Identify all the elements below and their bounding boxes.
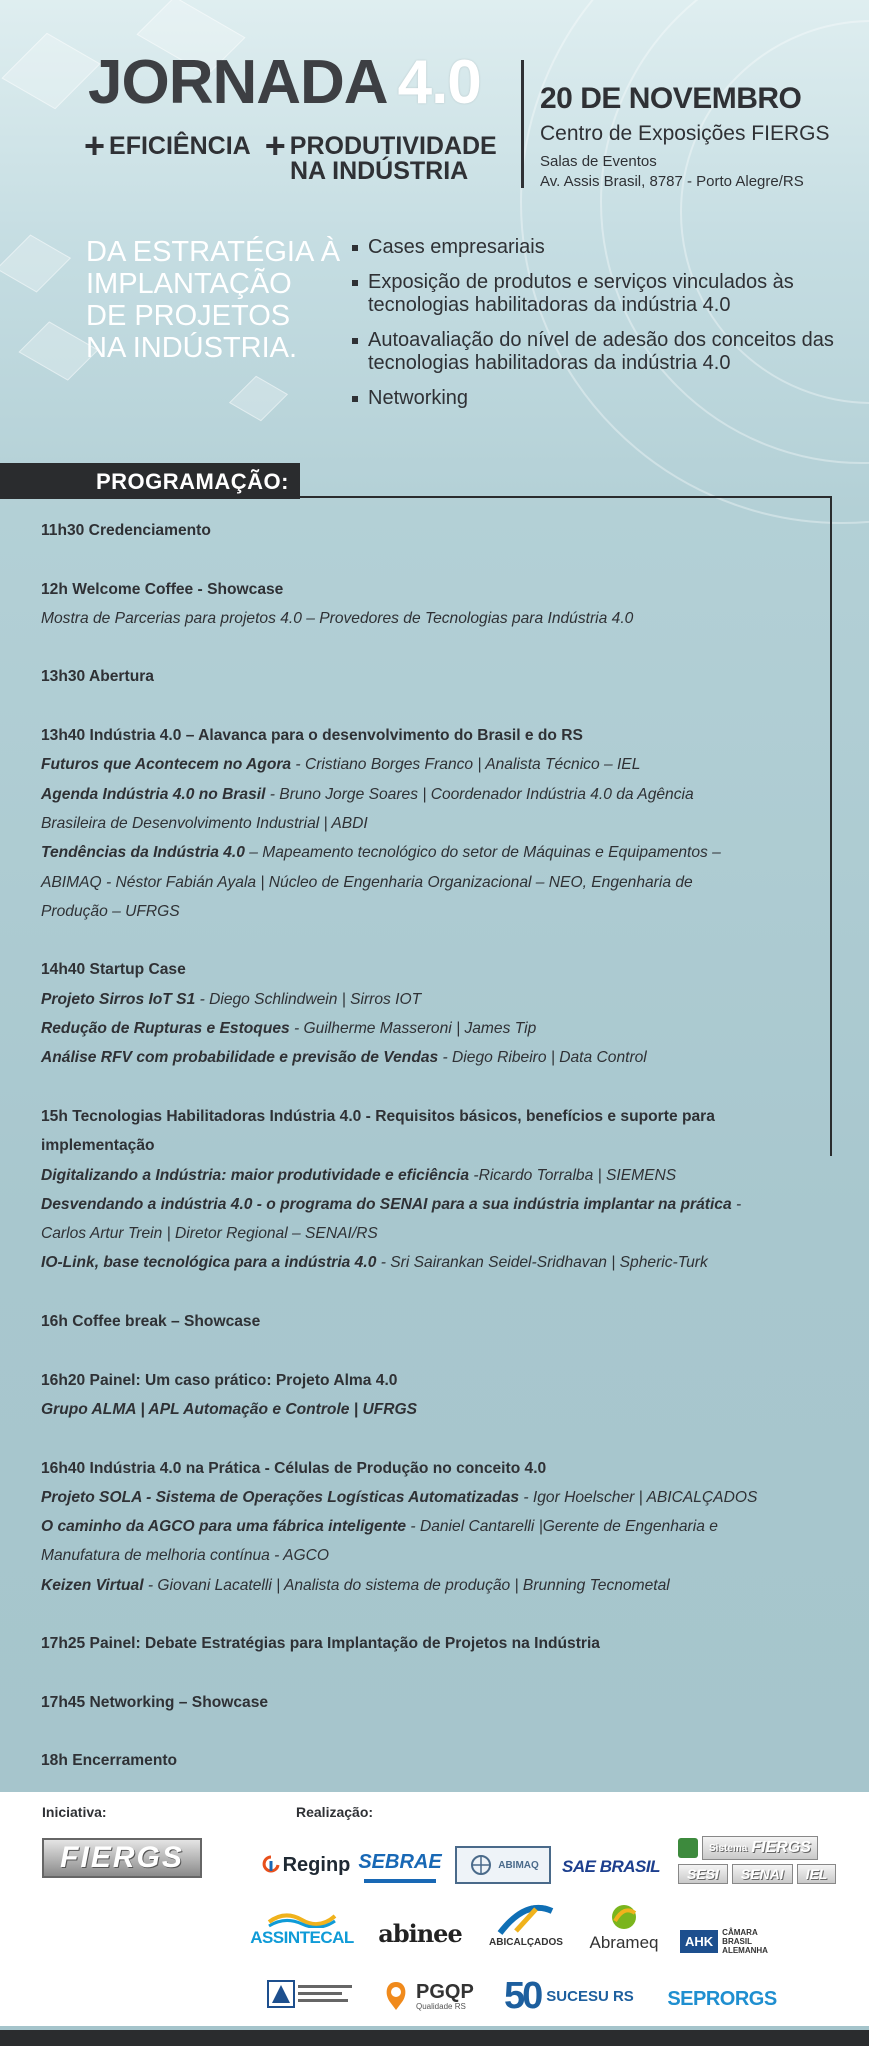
assintecal-wave-icon [267,1908,337,1928]
schedule-line [41,662,801,691]
plus-icon: + [84,125,106,166]
talk-detail: - [731,1195,742,1213]
schedule-heading: 15h Tecnologias Habilitadoras Indústria 4.0 - Requisitos básicos, benefícios e suporte para [41,1107,715,1125]
programacao-title: PROGRAMAÇÃO: [96,469,289,494]
tagline [86,236,346,364]
schedule-line [41,1629,801,1658]
talk-title: Desvendando a indústria 4.0 - o programa do SENAI para a sua indústria implantar na prática [41,1195,732,1213]
schedule-line [41,1366,801,1395]
talk-title: Tendências da Indústria 4.0 [41,844,245,862]
talk-title: O caminho da AGCO para uma fábrica inteligente [41,1518,407,1536]
talk-title: Agenda Indústria 4.0 no Brasil [41,785,266,803]
schedule-spacer [41,692,801,721]
schedule-heading: 17h45 Networking – Showcase [41,1693,269,1711]
talk-title: Digitalizando a Indústria: maior produtividade e eficiência [41,1166,470,1184]
talk-detail: Brasileira de Desenvolvimento Industrial | ABDI [41,814,368,832]
schedule-line [41,604,801,633]
sucesu-logo [504,1974,652,2018]
schedule-line [41,1483,801,1512]
decorative-cube [1,33,100,109]
sistema-row [678,1836,844,1860]
schedule-spacer [41,1600,801,1629]
pgqp-logo [382,1976,486,2016]
schedule-line [41,897,801,926]
schedule-line [41,809,801,838]
schedule-line [41,1102,801,1131]
talk-detail: - Giovani Lacatelli | Analista do sistema de produção | Brunning Tecnometal [143,1576,670,1594]
senai-logo: SENAI [732,1864,793,1884]
sistema-fiergs-text: FIERGS [751,1839,811,1856]
iniciativa-label: Iniciativa: [42,1804,107,1820]
talk-detail: Produção – UFRGS [41,902,180,920]
ahk-box: AHK [680,1930,718,1953]
schedule-line [41,985,801,1014]
highlight-item: Exposição de produtos e serviços vinculados às tecnologias habilitadoras da indústria 4.0 [352,271,852,317]
sucesu-text: SUCESU RS [546,1987,634,2005]
footer-bar [0,2030,869,2046]
talk-detail: -Ricardo Torralba | SIEMENS [469,1166,677,1184]
schedule-heading: 16h40 Indústria 4.0 na Prática - Células de Produção no conceito 4.0 [41,1459,547,1477]
abicalcados-logo [484,1898,568,1952]
schedule-spacer [41,545,801,574]
schedule-line [41,1307,801,1336]
pgqp-icon [382,1980,410,2012]
talk-detail: Carlos Artur Trein | Diretor Regional – SENAI/RS [41,1225,378,1243]
chamber-emblem-icon [266,1977,356,2011]
sistema-fiergs-box [702,1836,818,1860]
reginp-text: Reginp [282,1853,351,1876]
sebrae-text: SEBRAE [358,1850,442,1873]
tagline-line: NA INDÚSTRIA. [86,332,298,364]
tagline-line: DA ESTRATÉGIA À [86,236,341,268]
schedule-heading: 13h30 Abertura [41,668,154,686]
tagline-line: DE PROJETOS [86,300,291,332]
title-version: 4.0 [397,48,481,117]
talk-title: Projeto SOLA - Sistema de Operações Logísticas Automatizadas [41,1488,520,1506]
schedule-line [41,1219,801,1248]
schedule-line [41,1688,801,1717]
talk-detail: - Daniel Cantarelli |Gerente de Engenharia e [406,1518,718,1536]
schedule-line [41,1014,801,1043]
camara-line: CÂMARA [722,1927,758,1937]
tagline-line: IMPLANTAÇÃO [86,268,292,300]
talk-detail: ABIMAQ - Néstor Fabián Ayala | Núcleo de Engenharia Organizacional – NEO, Engenharia de [41,873,693,891]
event-date: 20 DE NOVEMBRO [540,82,802,115]
schedule-line [41,1746,801,1775]
talk-title: Análise RFV com probabilidade e previsão de Vendas [41,1049,439,1067]
subtitle-line-2: NA INDÚSTRIA [290,157,469,185]
camara-line: ALEMANHA [722,1945,768,1955]
schedule-line [41,750,801,779]
schedule-line [41,1512,801,1541]
assintecal-text: ASSINTECAL [250,1928,354,1947]
programacao-frame-right [830,496,832,1156]
fiergs-logo: FIERGS [42,1838,202,1878]
pgqp-subtext: Qualidade RS [416,2001,466,2011]
talk-detail: Manufatura de melhoria contínua - AGCO [41,1547,330,1565]
schedule-heading: 12h Welcome Coffee - Showcase [41,580,284,598]
talk-detail: – Mapeamento tecnológico do setor de Máquinas e Equipamentos – [244,844,721,862]
iel-logo: IEL [797,1864,837,1884]
schedule-line [41,1043,801,1072]
schedule-heading: 17h25 Painel: Debate Estratégias para Implantação de Projetos na Indústria [41,1635,600,1653]
talk-detail: - Igor Hoelscher | ABICALÇADOS [519,1488,758,1506]
talk-detail: - Bruno Jorge Soares | Coordenador Indústria 4.0 da Agência [265,785,694,803]
pgqp-text-group [416,1982,474,2011]
camara-line: BRASIL [722,1936,752,1946]
sistema-sub-row [678,1864,844,1884]
highlight-item: Cases empresariais [352,236,852,259]
talk-title: Projeto Sirros IoT S1 [41,990,196,1008]
abimaq-text: ABIMAQ [498,1859,539,1871]
camara-text [722,1928,768,1955]
schedule-heading: implementação [41,1137,155,1155]
seprorgs-text: SEPRORGS [667,1987,777,2010]
talk-title: Keizen Virtual [41,1576,144,1594]
schedule [41,516,801,1776]
sae-text: SAE BRASIL [562,1857,660,1876]
abicalcados-icon [496,1903,556,1937]
event-venue: Centro de Exposições FIERGS [540,122,830,145]
abrameq-logo [580,1898,668,1956]
talk-title: Futuros que Acontecem no Agora [41,756,292,774]
schedule-heading: 13h40 Indústria 4.0 – Alavanca para o desenvolvimento do Brasil e do RS [41,727,583,745]
event-room: Salas de Eventos [540,153,657,170]
abrameq-text: Abrameq [589,1933,659,1952]
schedule-line [41,1541,801,1570]
schedule-line [41,1454,801,1483]
decorative-cube [229,376,288,422]
schedule-spacer [41,1336,801,1365]
plus-icon: + [264,125,286,166]
event-title [88,48,481,117]
talk-title: Redução de Rupturas e Estoques [41,1020,290,1038]
talk-title: Grupo ALMA | APL Automação e Controle | UFRGS [41,1400,418,1418]
talk-detail: - Guilherme Masseroni | James Tip [289,1020,537,1038]
schedule-spacer [41,1424,801,1453]
schedule-line [41,780,801,809]
talk-detail: Mostra de Parcerias para projetos 4.0 – Provedores de Tecnologias para Indústria 4.0 [41,609,634,627]
talk-detail: - Sri Sairankan Seidel-Sridhavan | Spheric-Turk [376,1254,708,1272]
abimaq-icon [467,1854,495,1876]
assintecal-logo [252,1904,352,1952]
sae-logo [560,1856,662,1878]
schedule-line [41,1190,801,1219]
schedule-line [41,516,801,545]
schedule-spacer [41,1073,801,1102]
sistema-emblem [678,1838,698,1858]
schedule-line [41,1571,801,1600]
sebrae-logo [358,1847,442,1881]
event-address: Av. Assis Brasil, 8787 - Porto Alegre/RS [540,173,804,190]
schedule-heading: 16h Coffee break – Showcase [41,1313,261,1331]
schedule-spacer [41,1278,801,1307]
talk-detail: - Diego Schlindwein | Sirros IOT [195,990,422,1008]
schedule-heading: 14h40 Startup Case [41,961,186,979]
header-divider [521,60,524,188]
sesi-logo: SESI [678,1864,728,1884]
seprorgs-logo [660,1984,784,2014]
schedule-line [41,575,801,604]
schedule-heading: 16h20 Painel: Um caso prático: Projeto Alma 4.0 [41,1371,398,1389]
schedule-line [41,721,801,750]
sistema-text: Sistema [709,1842,748,1854]
schedule-line [41,838,801,867]
schedule-line [41,868,801,897]
reginp-logo [256,1850,356,1880]
schedule-heading: 18h Encerramento [41,1752,178,1770]
talk-title: IO-Link, base tecnológica para a indústria 4.0 [41,1254,377,1272]
programacao-frame-top [300,496,832,498]
abicalcados-text: ABICALÇADOS [489,1936,563,1948]
highlight-item: Networking [352,387,852,410]
abrameq-icon [607,1901,641,1933]
schedule-line [41,1131,801,1160]
subtitle-efficiency: EFICIÊNCIA [109,132,250,160]
chamber-logo [264,1976,358,2012]
schedule-spacer [41,926,801,955]
talk-detail: - Cristiano Borges Franco | Analista Técnico – IEL [291,756,641,774]
talk-detail: - Diego Ribeiro | Data Control [438,1049,647,1067]
schedule-line [41,1161,801,1190]
abinee-logo [378,1918,462,1948]
title-text: JORNADA [88,48,388,117]
realizacao-label: Realização: [296,1804,374,1820]
sebrae-box [358,1845,442,1883]
highlights-list [352,236,852,422]
reginp-icon [262,1855,280,1875]
schedule-line [41,1395,801,1424]
schedule-line [41,955,801,984]
abimaq-logo [455,1846,551,1884]
decorative-cube [0,235,71,293]
ahk-logo [680,1926,792,1956]
sucesu-50: 50 [504,1975,541,2017]
abinee-text: abinee [378,1918,462,1948]
schedule-spacer [41,1659,801,1688]
pgqp-text: PGQP [416,1980,474,2003]
subtitle-productivity: PRODUTIVIDADE [289,132,497,160]
schedule-line [41,1248,801,1277]
schedule-heading: 11h30 Credenciamento [41,522,211,539]
sistema-fiergs-logo [678,1836,844,1888]
schedule-spacer [41,633,801,662]
schedule-spacer [41,1717,801,1746]
highlight-item: Autoavaliação do nível de adesão dos conceitos das tecnologias habilitadoras da indústria 4.0 [352,329,852,375]
